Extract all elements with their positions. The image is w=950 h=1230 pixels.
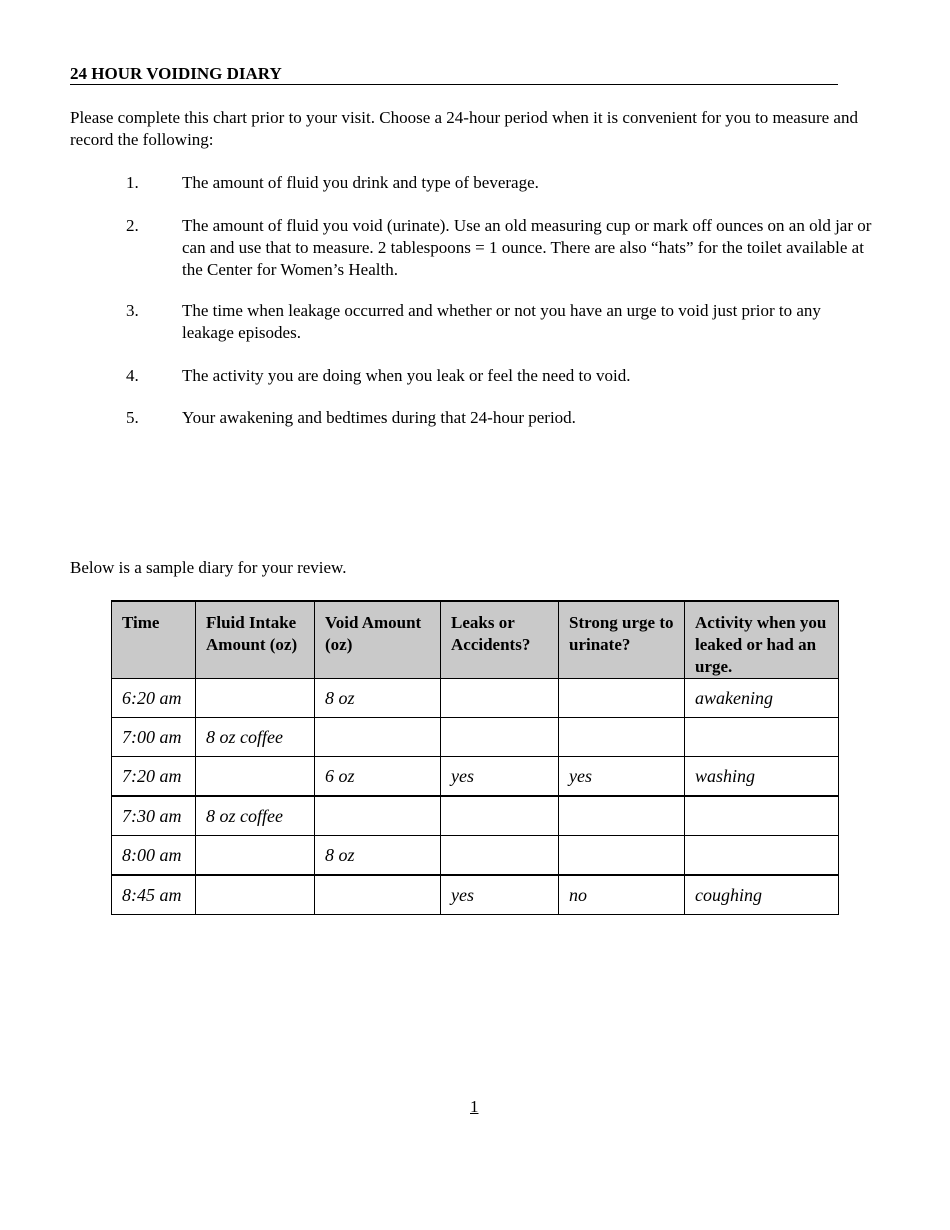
cell-time: 8:00 am	[112, 836, 196, 876]
cell-time: 7:30 am	[112, 796, 196, 836]
list-item-text: The activity you are doing when you leak or feel the need to void.	[182, 366, 631, 385]
cell-activity: washing	[685, 757, 839, 797]
cell-leaks: yes	[441, 757, 559, 797]
cell-leaks	[441, 718, 559, 757]
table-row	[112, 757, 839, 797]
list-item-number: 4.	[126, 366, 139, 385]
cell-fluid-intake	[196, 875, 315, 915]
header-activity: Activity when you leaked or had an urge.	[685, 601, 839, 679]
table-row	[112, 796, 839, 836]
cell-fluid-intake	[196, 836, 315, 876]
cell-leaks	[441, 796, 559, 836]
cell-void-amount	[315, 796, 441, 836]
cell-strong-urge	[559, 796, 685, 836]
sample-diary-table	[111, 600, 839, 915]
cell-time: 7:00 am	[112, 718, 196, 757]
table-header-row	[112, 601, 839, 679]
table-row	[112, 875, 839, 915]
list-item-text: The amount of fluid you void (urinate). Use an old measuring cup or mark off ounces on an old jar or can and use that to measure. 2 tablespoons = 1 ounce. There are also “hats” for the toilet available at the Center for Women’s Health.	[182, 216, 872, 279]
cell-time: 6:20 am	[112, 679, 196, 718]
cell-fluid-intake	[196, 757, 315, 797]
cell-strong-urge: yes	[559, 757, 685, 797]
cell-leaks	[441, 679, 559, 718]
cell-void-amount: 6 oz	[315, 757, 441, 797]
header-time: Time	[112, 601, 196, 679]
cell-activity: awakening	[685, 679, 839, 718]
cell-strong-urge	[559, 836, 685, 876]
cell-strong-urge: no	[559, 875, 685, 915]
cell-fluid-intake: 8 oz coffee	[196, 796, 315, 836]
intro-paragraph: Please complete this chart prior to your visit. Choose a 24-hour period when it is convenient for you to measure and record the following:	[70, 108, 858, 149]
cell-fluid-intake: 8 oz coffee	[196, 718, 315, 757]
list-item-number: 3.	[126, 301, 139, 320]
list-item-text: The time when leakage occurred and whether or not you have an urge to void just prior to any leakage episodes.	[182, 301, 821, 342]
header-fluid-intake: Fluid Intake Amount (oz)	[196, 601, 315, 679]
cell-leaks: yes	[441, 875, 559, 915]
cell-void-amount: 8 oz	[315, 679, 441, 718]
table-row	[112, 836, 839, 876]
header-strong-urge: Strong urge to urinate?	[559, 601, 685, 679]
cell-void-amount: 8 oz	[315, 836, 441, 876]
cell-void-amount	[315, 718, 441, 757]
list-item-text: The amount of fluid you drink and type of beverage.	[182, 173, 539, 192]
cell-activity	[685, 718, 839, 757]
table-row	[112, 679, 839, 718]
cell-activity	[685, 836, 839, 876]
cell-strong-urge	[559, 679, 685, 718]
list-item-number: 1.	[126, 173, 139, 192]
table-row	[112, 718, 839, 757]
header-leaks: Leaks or Accidents?	[441, 601, 559, 679]
list-item-number: 2.	[126, 216, 139, 235]
cell-strong-urge	[559, 718, 685, 757]
cell-fluid-intake	[196, 679, 315, 718]
page-title: 24 HOUR VOIDING DIARY	[70, 63, 838, 85]
cell-time: 8:45 am	[112, 875, 196, 915]
cell-leaks	[441, 836, 559, 876]
list-item-number: 5.	[126, 408, 139, 427]
cell-time: 7:20 am	[112, 757, 196, 797]
sample-intro: Below is a sample diary for your review.	[70, 558, 347, 577]
cell-activity: coughing	[685, 875, 839, 915]
page-number: 1	[470, 1097, 479, 1116]
header-void-amount: Void Amount (oz)	[315, 601, 441, 679]
cell-activity	[685, 796, 839, 836]
list-item-text: Your awakening and bedtimes during that 24-hour period.	[182, 408, 576, 427]
cell-void-amount	[315, 875, 441, 915]
